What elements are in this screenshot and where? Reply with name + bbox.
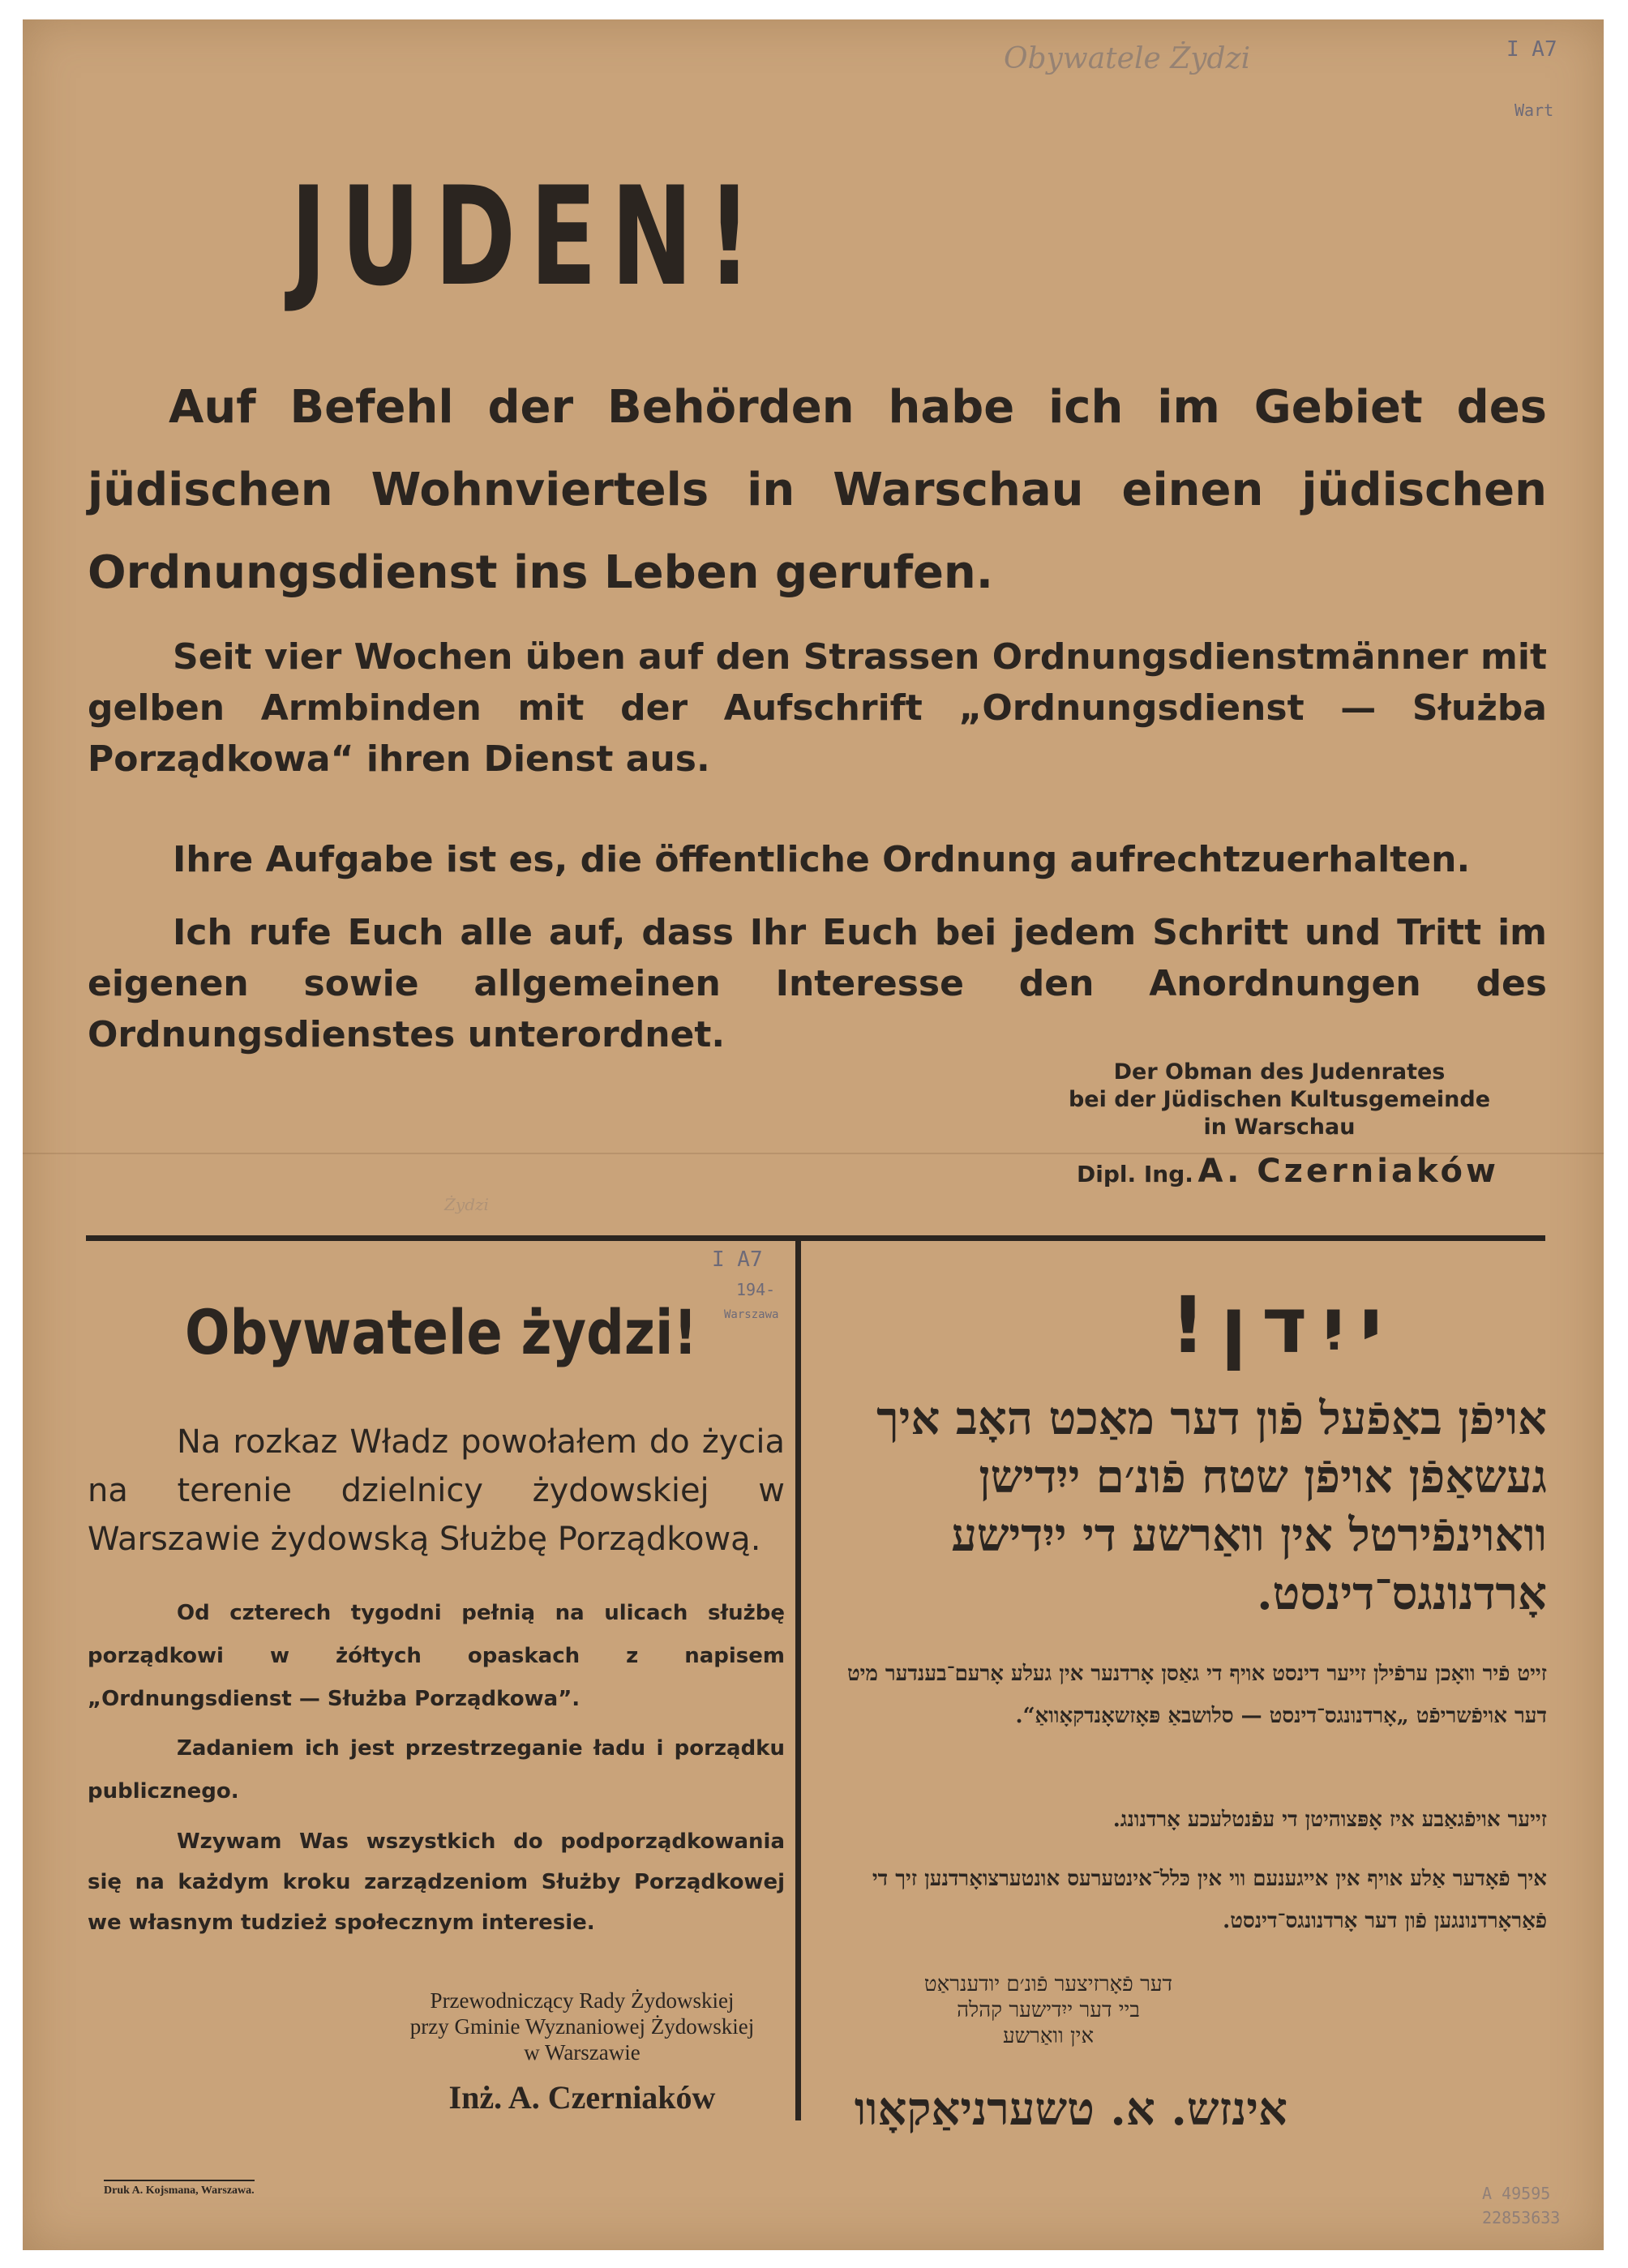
- german-paragraph-1: Auf Befehl der Behörden habe ich im Gebiet des jüdischen Wohnviertels in Warschau einen jüdischen Ordnungsdienst ins Leben gerufen.: [88, 381, 1547, 599]
- yiddish-signature-line-1: דער פֿאָרזיצער פֿונ׳ם יודענראַט: [923, 1972, 1173, 1996]
- yiddish-signature-line-2: ביי דער ייִדישער קהלה: [957, 1998, 1140, 2022]
- polish-title: Obywatele żydzi!: [185, 1296, 698, 1368]
- german-signature-name: A. Czerniaków: [1197, 1153, 1499, 1190]
- german-signature-title: Dipl. Ing.: [1077, 1161, 1193, 1187]
- polish-signature-line-2: przy Gminie Wyznaniowej Żydowskiej: [409, 2014, 755, 2039]
- printer-imprint: Druk A. Kojsmana, Warszawa.: [104, 2180, 255, 2197]
- german-signature-line-2: bei der Jüdischen Kultusgemeinde: [1068, 1087, 1491, 1112]
- polish-signature-line-3: w Warszawie: [524, 2040, 640, 2065]
- yiddish-paragraph-3: זייער אויפֿגאַבע איז אָפּצוהיטן די עפֿנטלעכע אָרדנונג.: [1112, 1808, 1547, 1832]
- polish-paragraph-3: Zadaniem ich jest przestrzeganie ładu i porządku publicznego.: [88, 1736, 785, 1804]
- yiddish-paragraph-2: זייט פֿיר וואָכן ערפֿילן זייער דינסט אויף די גאַסן אָרדנער אין געלע אָרעם־בענדער מיט דער אויפֿשריפֿט „אָרדנונגס־דינסט — סלושבאַ פּאָזשאָנדקאָוואַ“.: [846, 1662, 1547, 1728]
- yiddish-paragraph-1: אויפֿן באַפֿעל פֿון דער מאַכט האָב איך געשאַפֿן אויפֿן שטח פֿונ׳ם ייִדישן וואוינפֿירטל אין וואַרשע די ייִדישע אָרדנונגס־דינסט.: [876, 1392, 1547, 1620]
- german-signature-line-3: in Warschau: [1203, 1115, 1356, 1140]
- yiddish-title: ייִדן!: [1170, 1280, 1397, 1371]
- german-signature-name-line: [1077, 1153, 1499, 1190]
- polish-signature-block: [371, 1988, 793, 2065]
- pencil-note-mid: Żydzi: [444, 1195, 489, 1214]
- yiddish-paragraph-4: איך פֿאָדער אַלע אויף אין אייגענעם ווי אין כּלל־אינטערעס אונטערצואָרדנען זיך די פֿאַראָרדנונגען פֿון דער אָרדנונגס־דינסט.: [872, 1867, 1547, 1933]
- archive-stamp-mid-2: 194-: [736, 1280, 776, 1299]
- archive-stamp-mid-3: Warszawa: [724, 1308, 779, 1321]
- german-title: JUDEN!: [290, 157, 766, 316]
- horizontal-divider: [86, 1235, 1545, 1241]
- polish-paragraph-4: Wzywam Was wszystkich do podporządkowania się na każdym kroku zarządzeniom Służby Porządkowej we własnym tudzież społecznym interesie.: [88, 1829, 785, 1935]
- archive-number-1: A 49595: [1482, 2184, 1551, 2203]
- german-signature-block: [1060, 1059, 1498, 1141]
- yiddish-signature-name: אינזש. א. טשערניאַקאָוו: [854, 2082, 1287, 2136]
- archive-number-2: 22853633: [1482, 2208, 1561, 2227]
- polish-paragraph-1: Na rozkaz Władz powołałem do życia na terenie dzielnicy żydowskiej w Warszawie żydowską Służbę Porządkową.: [88, 1423, 785, 1558]
- archive-stamp-top: I A7: [1506, 37, 1557, 62]
- german-paragraph-4: Ich rufe Euch alle auf, dass Ihr Euch bei jedem Schritt und Tritt im eigenen sowie allgemeinen Interesse den Anordnungen des Ordnungsdienstes unterordnet.: [88, 912, 1547, 1055]
- german-paragraph-3: Ihre Aufgabe ist es, die öffentliche Ordnung aufrechtzuerhalten.: [173, 839, 1471, 880]
- pencil-note-top: Obywatele Żydzi: [1004, 42, 1251, 75]
- polish-paragraph-2: Od czterech tygodni pełnią na ulicach służbę porządkowi w żółtych opaskach z napisem „Ordnungsdienst — Służba Porządkowa”.: [88, 1601, 785, 1711]
- german-paragraph-2: Seit vier Wochen üben auf den Strassen Ordnungsdienstmänner mit gelben Armbinden mit der Aufschrift „Ordnungsdienst — Służba Porządkowa“ ihren Dienst aus.: [88, 636, 1547, 780]
- polish-signature-line-1: Przewodniczący Rady Żydowskiej: [430, 1988, 735, 2013]
- german-signature-line-1: Der Obman des Judenrates: [1113, 1059, 1446, 1085]
- poster-sheet: [23, 19, 1604, 2250]
- polish-signature-name: Inż. A. Czerniaków: [448, 2079, 716, 2116]
- archive-stamp-top-2: Wart: [1514, 101, 1554, 120]
- vertical-divider: [795, 1235, 801, 2120]
- yiddish-signature-block: [833, 1971, 1263, 2049]
- yiddish-signature-line-3: אין וואַרשע: [1002, 2024, 1095, 2048]
- archive-stamp-mid: I A7: [712, 1247, 763, 1272]
